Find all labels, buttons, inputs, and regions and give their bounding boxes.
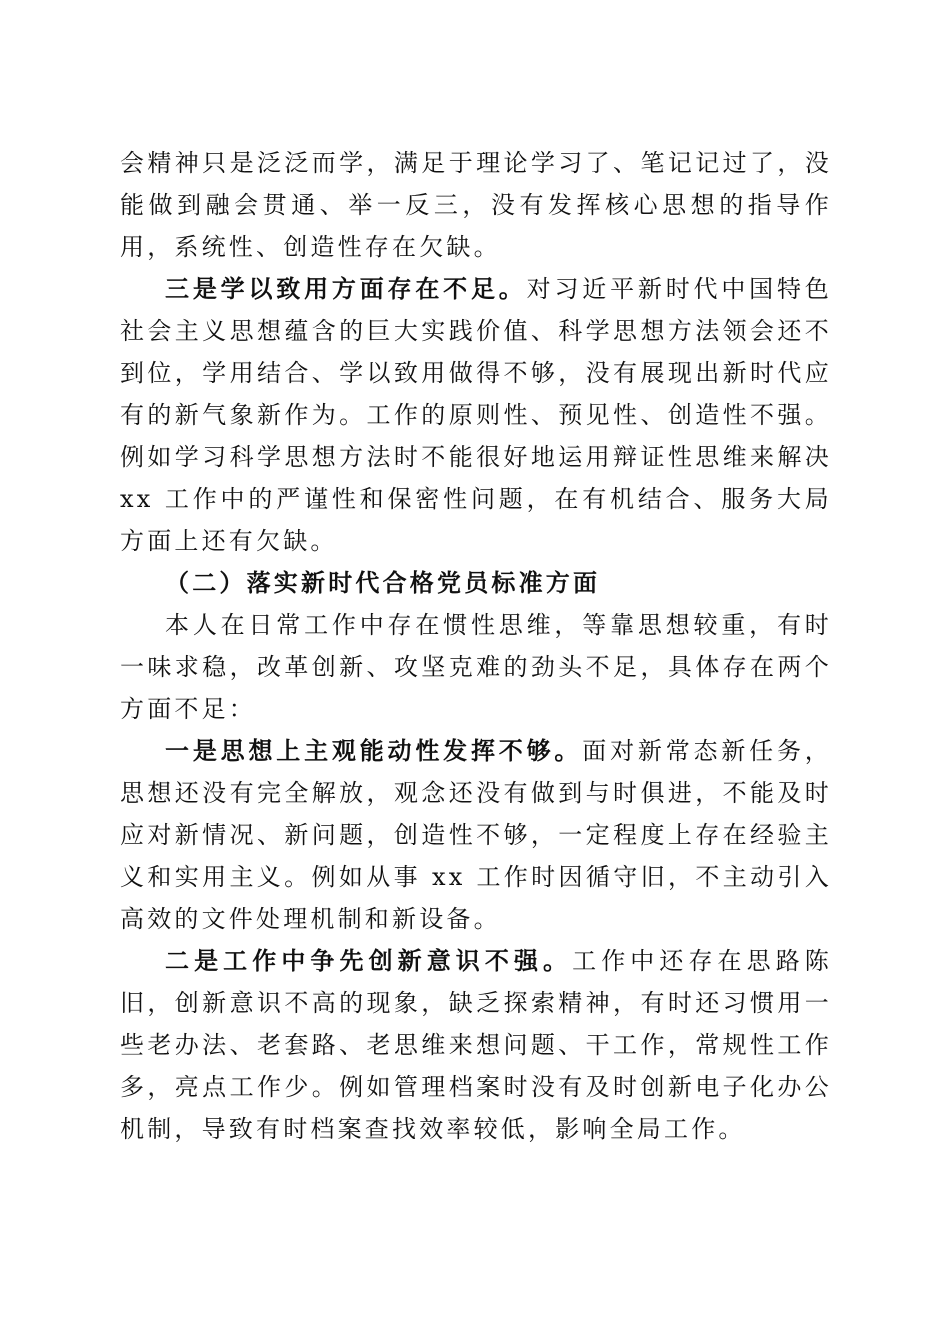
- paragraph-continuation: 会精神只是泛泛而学，满足于理论学习了、笔记记过了，没能做到融会贯通、举一反三，没有发挥核心思想的指导作用，系统性、创造性存在欠缺。: [120, 149, 832, 261]
- paragraph-item-one-body: 面对新常态新任务，思想还没有完全解放，观念还没有做到与时俱进，不能及时应对新情况、新问题，创造性不够，一定程度上存在经验主义和实用主义。例如从事 xx 工作时因循守旧，不主动引入高效的文件处理机制和新设备。: [120, 737, 832, 933]
- paragraph-item-three: [120, 268, 832, 562]
- paragraph-item-three-lead: 三是学以致用方面存在不足。: [165, 274, 527, 303]
- paragraph-item-three-body: 对习近平新时代中国特色社会主义思想蕴含的巨大实践价值、科学思想方法领会还不到位，学用结合、学以致用做得不够，没有展现出新时代应有的新气象新作为。工作的原则性、预见性、创造性不强。例如学习科学思想方法时不能很好地运用辩证性思维来解决 xx 工作中的严谨性和保密性问题，在有机结合、服务大局方面上还有欠缺。: [120, 275, 832, 555]
- paragraph-intro: 本人在日常工作中存在惯性思维，等靠思想较重，有时一味求稳，改革创新、攻坚克难的劲头不足，具体存在两个方面不足：: [120, 611, 832, 723]
- paragraph-item-one: [120, 730, 832, 940]
- section-heading: （二）落实新时代合格党员标准方面: [165, 568, 601, 597]
- paragraph-item-two-lead: 二是工作中争先创新意识不强。: [165, 946, 573, 975]
- paragraph-item-two-body: 工作中还存在思路陈旧，创新意识不高的现象，缺乏探索精神，有时还习惯用一些老办法、老套路、老思维来想问题、干工作，常规性工作多，亮点工作少。例如管理档案时没有及时创新电子化办公机制，导致有时档案查找效率较低，影响全局工作。: [120, 947, 832, 1143]
- paragraph-item-one-lead: 一是思想上主观能动性发挥不够。: [165, 736, 583, 765]
- paragraph-item-two: [120, 940, 832, 1150]
- document-body: [120, 142, 832, 1150]
